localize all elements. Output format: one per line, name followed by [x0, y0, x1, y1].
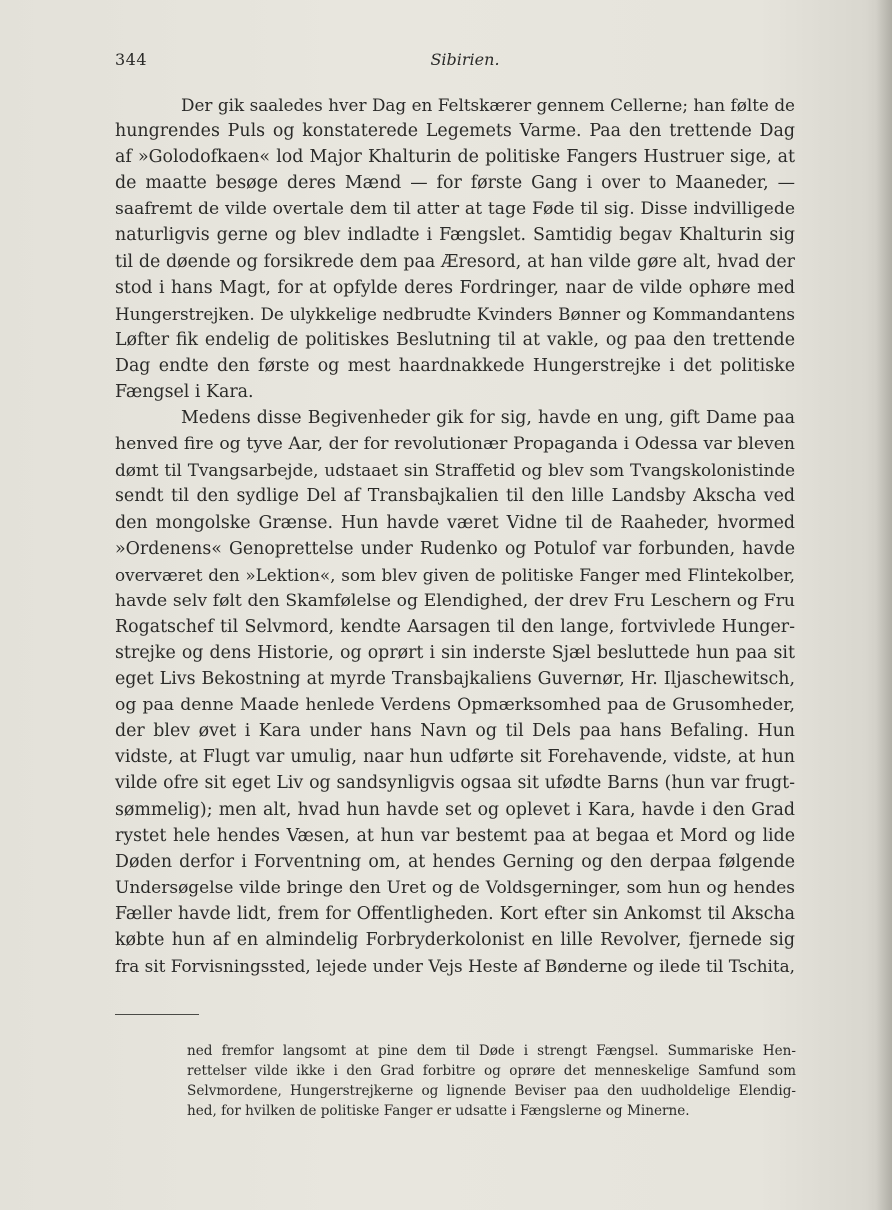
text-line: Døden derfor i Forventning om, at hendes Gerning og den derpaa følgende [115, 851, 795, 872]
text-line: Hungerstrejken. De ulykkelige nedbrudte Kvinders Bønner og Kommandantens [115, 303, 795, 324]
text-line: købte hun af en almindelig Forbryderkolonist en lille Revolver, fjernede sig [115, 930, 795, 950]
text-line: henved fire og tyve Aar, der for revolutionær Propaganda i Odessa var bleven [115, 434, 795, 455]
text-line: dømt til Tvangsarbejde, udstaaet sin Straffetid og blev som Tvangskolonistinde [115, 460, 795, 481]
running-head [115, 50, 795, 74]
text-line: til de døende og forsikrede dem paa Æresord, at han vilde gøre alt, hvad der [115, 251, 795, 272]
text-line: Fængsel i Kara. [115, 382, 254, 403]
text-line: sendt til den sydlige Del af Transbajkalien til den lille Landsby Akscha ved [115, 486, 795, 507]
text-line: overværet den »Lektion«, som blev given de politiske Fanger med Flintekolber, [115, 564, 795, 585]
text-line: Der gik saaledes hver Dag en Feltskærer gennem Cellerne; han følte de [181, 95, 795, 115]
main-text [115, 92, 795, 979]
footnote-separator [115, 1014, 199, 1015]
text-line: af »Golodofkaen« lod Major Khalturin de politiske Fangers Hustruer sige, at [115, 147, 795, 168]
text-line: sømmelig); men alt, hvad hun havde set og oplevet i Kara, havde i den Grad [115, 799, 795, 820]
text-line: »Ordenens« Genoprettelse under Rudenko og Potulof var forbunden, havde [115, 538, 795, 559]
text-line: Fæller havde lidt, frem for Offentligheden. Kort efter sin Ankomst til Akscha [115, 903, 795, 924]
footnote-line: rettelser vilde ikke i den Grad forbitre og oprøre det menneskelige Samfund som [187, 1063, 796, 1079]
text-line: saafremt de vilde overtale dem til atter at tage Føde til sig. Disse indvilligede [115, 199, 795, 220]
text-line: Medens disse Begivenheder gik for sig, havde en ung, gift Dame paa [181, 408, 795, 429]
footnote [187, 1041, 796, 1121]
text-line: Undersøgelse vilde bringe den Uret og de Voldsgerninger, som hun og hendes [115, 877, 795, 898]
text-line: Løfter fik endelig de politiskes Beslutning til at vakle, og paa den trettende [115, 329, 795, 350]
page-number: 344 [115, 50, 148, 69]
footnote-line: Selvmordene, Hungerstrejkerne og lignende Beviser paa den uudholdelige Elendig- [187, 1083, 796, 1099]
text-line: havde selv følt den Skamfølelse og Elendighed, der drev Fru Leschern og Fru [115, 590, 795, 611]
text-line: stod i hans Magt, for at opfylde deres Fordringer, naar de vilde ophøre med [115, 277, 795, 298]
text-line: og paa denne Maade henlede Verdens Opmærksomhed paa de Grusomheder, [115, 695, 795, 716]
text-line: der blev øvet i Kara under hans Navn og til Dels paa hans Befaling. Hun [115, 721, 795, 742]
page-spine-shadow [876, 0, 892, 1210]
running-title: Sibirien. [430, 50, 500, 69]
text-line: Dag endte den første og mest haardnakkede Hungerstrejke i det politiske [115, 355, 795, 376]
text-line: naturligvis gerne og blev indladte i Fængslet. Samtidig begav Khalturin sig [115, 225, 795, 246]
text-line: eget Livs Bekostning at myrde Transbajkaliens Guvernør, Hr. Iljaschewitsch, [115, 669, 795, 690]
text-line: vidste, at Flugt var umulig, naar hun udførte sit Forehavende, vidste, at hun [115, 747, 795, 768]
text-line: fra sit Forvisningssted, lejede under Vejs Heste af Bønderne og ilede til Tschita, [115, 956, 795, 977]
footnote-line: ned fremfor langsomt at pine dem til Døde i strengt Fængsel. Summariske Hen- [187, 1043, 796, 1059]
text-line: rystet hele hendes Væsen, at hun var bestemt paa at begaa et Mord og lide [115, 825, 795, 846]
text-line: den mongolske Grænse. Hun havde været Vidne til de Raaheder, hvormed [115, 512, 795, 533]
text-line: de maatte besøge deres Mænd — for første Gang i over to Maaneder, — [115, 173, 795, 194]
text-line: Rogatschef til Selvmord, kendte Aarsagen til den lange, fortvivlede Hunger- [115, 616, 795, 637]
text-line: strejke og dens Historie, og oprørt i sin inderste Sjæl besluttede hun paa sit [115, 642, 795, 663]
text-line: vilde ofre sit eget Liv og sandsynligvis ogsaa sit ufødte Barns (hun var frugt- [115, 773, 795, 794]
text-line: hungrendes Puls og konstaterede Legemets Varme. Paa den trettende Dag [115, 121, 795, 142]
footnote-line: hed, for hvilken de politiske Fanger er udsatte i Fængslerne og Minerne. [187, 1103, 690, 1119]
